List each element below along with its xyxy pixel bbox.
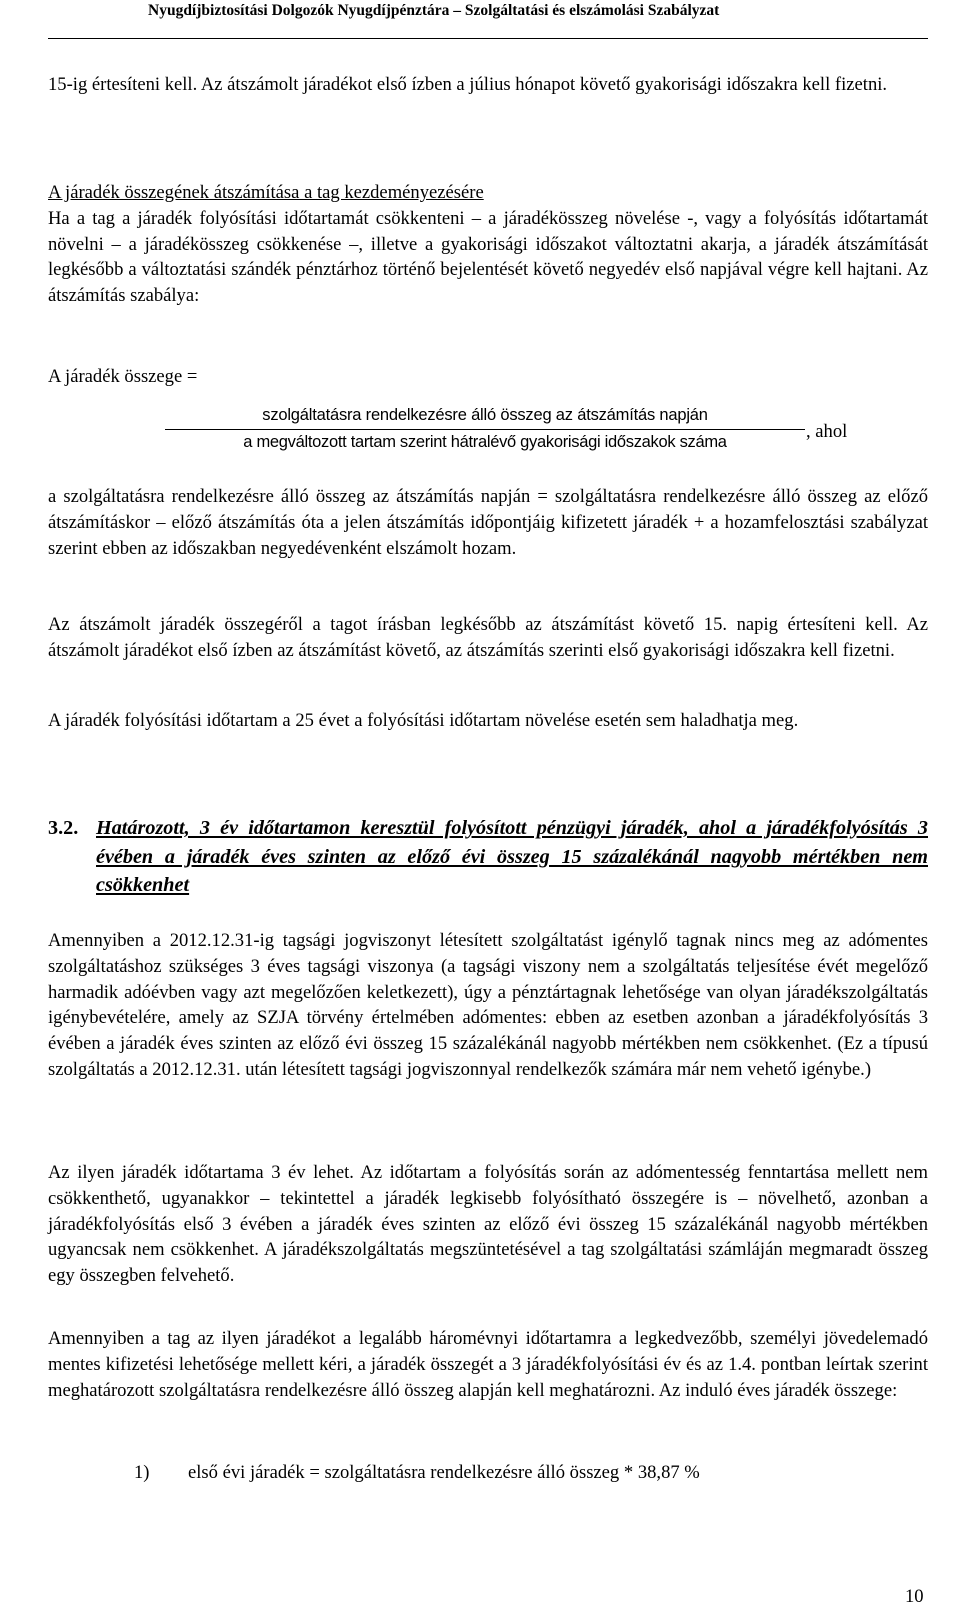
formula-fraction bbox=[165, 406, 805, 452]
page-number: 10 bbox=[905, 1586, 924, 1607]
formula-label: A járadék összege = bbox=[48, 366, 198, 387]
running-header: Nyugdíjbiztosítási Dolgozók Nyugdíjpénztára – Szolgáltatási és elszámolási Szabályzat bbox=[148, 2, 720, 19]
list-marker: 1) bbox=[134, 1462, 150, 1483]
available-amount-paragraph: a szolgáltatásra rendelkezésre álló összeg az átszámítás napján = szolgáltatásra rendelkezésre álló összeg az előző átszámításkor – előző átszámítás óta a jelen átszámítás időpontjáig kifizetett járadék + a hozamfelosztási szabályzat szerint ebben az időszakban negyedévenként elszámolt hozam. bbox=[48, 486, 928, 559]
list-item bbox=[134, 1462, 700, 1484]
notification-paragraph: Az átszámolt járadék összegéről a tagot írásban legkésőbb az átszámítást követő 15. napig értesíteni kell. Az átszámolt járadékot első ízben az átszámítást követő, az átszámítás szerinti első gyakorisági időszakra kell fizetni. bbox=[48, 614, 928, 661]
fraction-bar bbox=[165, 429, 805, 430]
formula-numerator: szolgáltatásra rendelkezésre álló összeg az átszámítás napján bbox=[262, 406, 708, 424]
section-paragraph-2: Az ilyen járadék időtartama 3 év lehet. Az időtartam a folyósítás során az adómentesség fenntartása mellett nem csökkenthető, ugyanakkor – tekintettel a járadék legkisebb folyósítható összegére is – növelhető, azonban a járadékfolyósítás első 3 évében a járadék éves szinten az előző évi összeg 15 százalékánál nagyobb mértékben ugyancsak nem csökkenhet. A járadékszolgáltatás megszüntetésével a tag szolgáltatási számláján megmaradt összeg egy összegben felvehető. bbox=[48, 1162, 928, 1287]
section-paragraph-3: Amennyiben a tag az ilyen járadékot a legalább háromévnyi időtartamra a legkedvezőbb, személyi jövedelemadó mentes kifizetési lehetősége mellett kéri, a járadék összegét a 3 járadékfolyósítási év és az 1.4. pontban leírtak szerint meghatározott szolgáltatásra rendelkezésre álló összeg alapján kell meghatározni. Az induló éves járadék összege: bbox=[48, 1328, 928, 1401]
header-rule bbox=[48, 38, 928, 39]
section-paragraph-1: Amennyiben a 2012.12.31-ig tagsági jogviszonyt létesített szolgáltatást igénylő tagnak nincs meg az adómentes szolgáltatáshoz szükséges 3 éves tagsági viszonya (a tagsági viszony nem a szolgáltatás teljesítése évét megelőző harmadik adóévben vagy azt megelőzően keletkezett), úgy a pénztártagnak lehetősége van olyan járadékszolgáltatás igénybevételére, amely az SZJA törvény értelmében adómentes: ebben az esetben azonban a járadékfolyósítás 3 évében a járadék éves szinten az előző évi összeg 15 százalékánál nagyobb mértékben nem csökkenhet. (Ez a típusú szolgáltatás a 2012.12.31. után létesített tagsági jogviszonnyal rendelkezők számára már nem vehető igénybe.) bbox=[48, 930, 928, 1080]
max-duration-paragraph: A járadék folyósítási időtartam a 25 évet a folyósítási időtartam növelése esetén sem haladhatja meg. bbox=[48, 710, 799, 731]
recalc-body: Ha a tag a járadék folyósítási időtartamát csökkenteni – a járadékösszeg növelése -, vagy a folyósítás időtartamát növelni – a járadékösszeg csökkenése –, illetve a gyakorisági időszakot változtatni akarja, a járadék átszámítását legkésőbb a változtatási szándék pénztárhoz történő bejelentését követő negyedév első napjával végre kell hajtani. Az átszámítás szabálya: bbox=[48, 207, 928, 307]
formula-suffix: , ahol bbox=[806, 421, 848, 442]
section-number: 3.2. bbox=[48, 817, 79, 839]
recalc-block bbox=[48, 180, 928, 309]
formula-denominator: a megváltozott tartam szerint hátralévő gyakorisági időszakok száma bbox=[243, 433, 727, 451]
list-item-text: első évi járadék = szolgáltatásra rendelkezésre álló összeg * 38,87 % bbox=[188, 1462, 700, 1483]
section-title: Határozott, 3 év időtartamon keresztül folyósított pénzügyi járadék, ahol a járadékfolyósítás 3 évében a járadék éves szinten az előző évi összeg 15 százalékánál nagyobb mértékben nem csökkenhet bbox=[96, 817, 928, 897]
intro-paragraph: 15-ig értesíteni kell. Az átszámolt járadékot első ízben a július hónapot követő gyakorisági időszakra kell fizetni. bbox=[48, 74, 888, 95]
recalc-subtitle: A járadék összegének átszámítása a tag kezdeményezésére bbox=[48, 182, 484, 203]
section-heading bbox=[48, 814, 928, 900]
